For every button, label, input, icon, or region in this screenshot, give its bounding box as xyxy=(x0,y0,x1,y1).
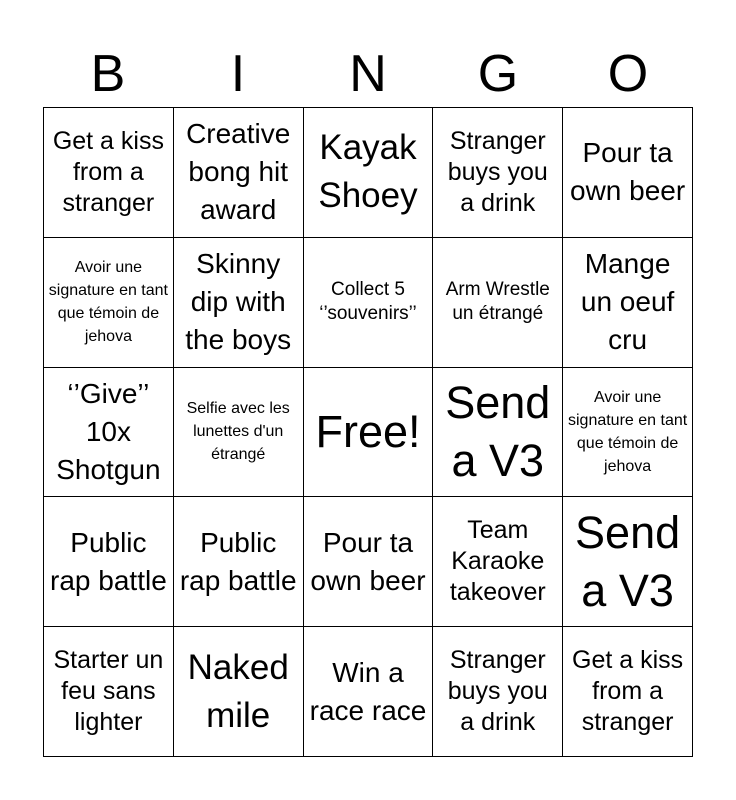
bingo-cell[interactable] xyxy=(304,627,434,757)
bingo-header xyxy=(43,40,693,108)
bingo-cell[interactable] xyxy=(563,627,693,757)
bingo-cell[interactable] xyxy=(304,368,434,498)
bingo-cell[interactable] xyxy=(174,238,304,368)
bingo-cell[interactable] xyxy=(304,497,434,627)
bingo-cell-text: Creative bong hit award xyxy=(186,118,291,226)
bingo-cell-text: Pour ta own beer xyxy=(570,137,686,207)
bingo-cell[interactable] xyxy=(44,497,174,627)
bingo-cell-text: Send a V3 xyxy=(445,376,551,486)
bingo-cell-text: Starter un feu sans lighter xyxy=(53,646,164,737)
header-letter-i: I xyxy=(230,45,246,103)
bingo-cell-text: Collect 5 ‘’souvenirs’’ xyxy=(319,279,417,325)
bingo-cell[interactable] xyxy=(44,108,174,238)
bingo-cell-text: Team Karaoke takeover xyxy=(449,516,546,607)
bingo-cell-text: Skinny dip with the boys xyxy=(185,248,292,356)
bingo-cell[interactable] xyxy=(174,497,304,627)
bingo-cell-text: ‘’Give’’ 10x Shotgun xyxy=(56,377,161,485)
bingo-cell-text: Kayak Shoey xyxy=(318,128,418,216)
bingo-cell-text: Mange un oeuf cru xyxy=(580,248,675,356)
bingo-cell-text: Send a V3 xyxy=(575,506,681,616)
header-letter-b: B xyxy=(90,45,126,103)
bingo-cell-text: Free! xyxy=(315,405,421,457)
bingo-cell-text: Selfie avec les lunettes d'un étrangé xyxy=(186,400,290,464)
bingo-cell-text: Win a race race xyxy=(309,656,427,726)
bingo-cell-text: Stranger buys you a drink xyxy=(447,126,548,217)
bingo-cell[interactable] xyxy=(174,108,304,238)
bingo-cell-text: Avoir une signature en tant que témoin de jehova xyxy=(48,259,168,346)
bingo-cell-text: Naked mile xyxy=(187,647,289,735)
header-letter-o: O xyxy=(607,45,649,103)
bingo-cell[interactable] xyxy=(174,627,304,757)
header-letter-n: N xyxy=(349,45,387,103)
bingo-cell[interactable] xyxy=(563,368,693,498)
bingo-cell[interactable] xyxy=(44,627,174,757)
bingo-cell[interactable] xyxy=(433,497,563,627)
bingo-cell[interactable] xyxy=(304,108,434,238)
bingo-cell[interactable] xyxy=(563,497,693,627)
bingo-cell[interactable] xyxy=(563,108,693,238)
bingo-cell-text: Get a kiss from a stranger xyxy=(572,646,684,737)
bingo-cell-text: Public rap battle xyxy=(179,526,297,596)
bingo-cell-text: Avoir une signature en tant que témoin de jehova xyxy=(567,388,688,475)
bingo-cell-text: Stranger buys you a drink xyxy=(447,646,548,737)
bingo-cell[interactable] xyxy=(433,627,563,757)
bingo-cell[interactable] xyxy=(174,368,304,498)
bingo-cell[interactable] xyxy=(44,368,174,498)
bingo-cell[interactable] xyxy=(563,238,693,368)
bingo-cell[interactable] xyxy=(433,368,563,498)
bingo-cell-text: Get a kiss from a stranger xyxy=(52,126,164,217)
bingo-cell[interactable] xyxy=(304,238,434,368)
bingo-cell[interactable] xyxy=(433,108,563,238)
header-letter-g: G xyxy=(477,45,519,103)
bingo-grid xyxy=(43,107,693,757)
bingo-cell[interactable] xyxy=(433,238,563,368)
bingo-cell-text: Public rap battle xyxy=(50,526,167,596)
bingo-cell-text: Arm Wrestle un étrangé xyxy=(445,279,550,325)
bingo-cell[interactable] xyxy=(44,238,174,368)
bingo-cell-text: Pour ta own beer xyxy=(310,526,426,596)
